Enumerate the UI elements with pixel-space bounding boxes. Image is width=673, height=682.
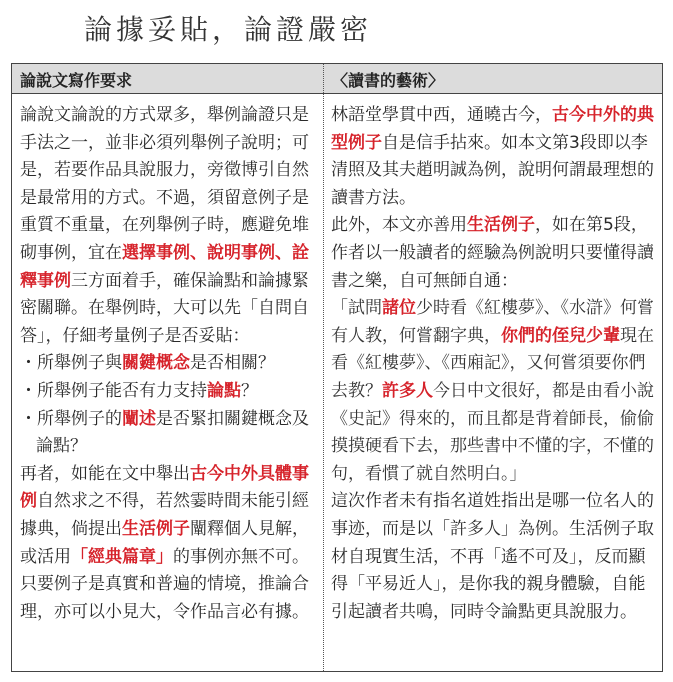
column-divider (323, 64, 324, 671)
left-column-body (20, 102, 316, 626)
highlight-term: 關鍵概念 (122, 353, 190, 374)
highlight-term: 生活例子 (467, 215, 535, 236)
highlight-term: 論點 (207, 380, 241, 401)
right-paragraph-2: 此外，本文亦善用生活例子，如在第5段，作者以一般讀者的經驗為例說明只要懂得讀書之樂，自可無師自通： (331, 215, 654, 291)
highlight-term: 說明事例 (207, 242, 275, 263)
list-item: ・所舉例子能否有力支持論點？ (20, 380, 258, 401)
table-header-row (12, 64, 662, 94)
quoted-passage: 「試問諸位少時看《紅樓夢》、《水滸》何嘗有人教，何嘗翻字典，你們的侄兒少輩現在看《紅樓夢》、《西廂記》，又何嘗須要你們去教？許多人今日中文很好，都是由看小說《史記》得來的，而且都是背着師長，偷偷摸摸硬看下去，那些書中不懂的字，不懂的句，看慣了就自然明白。」 (331, 298, 654, 484)
left-paragraph-2: 再者，如能在文中舉出古今中外具體事例自然求之不得，若然霎時間未能引經據典，倘提出生活例子闡釋個人見解，或活用「經典篇章」的事例亦無不可。只要例子是真實和普遍的情境，推論合理，亦可以小見大，令作品言必有據。 (20, 463, 309, 622)
highlight-term: 古今中外具體事例 (20, 463, 309, 512)
highlight-term: 選擇事例 (122, 242, 190, 263)
highlight-term: 許多人 (382, 380, 433, 401)
highlight-term: 「經典篇章」 (71, 546, 173, 567)
page-title: 論據妥貼，論證嚴密 (84, 13, 373, 46)
highlight-term: 生活例子 (122, 518, 190, 539)
right-column-body (331, 102, 655, 626)
list-item: ・所舉例子與關鍵概念是否相關？ (20, 353, 275, 374)
right-paragraph-1: 林語堂學貫中西，通曉古今，古今中外的典型例子自是信手拈來。如本文第3段即以李清照及其夫趙明誠為例，說明何謂最理想的讀書方法。 (331, 105, 654, 208)
comparison-table (11, 63, 663, 672)
right-column-header: 〈讀書的藝術〉 (332, 71, 445, 90)
highlight-term: 闡述 (122, 408, 156, 429)
left-column-header: 論說文寫作要求 (20, 71, 133, 90)
highlight-term: 詮釋事例 (20, 242, 309, 291)
list-item: ・所舉例子的闡述是否緊扣關鍵概念及論點？ (20, 408, 309, 457)
highlight-term: 諸位 (382, 298, 416, 319)
highlight-term: 古今中外的典型例子 (331, 105, 654, 153)
highlight-term: 你們的侄兒少輩 (501, 325, 620, 346)
left-paragraph-1: 論說文論說的方式眾多，舉例論證只是手法之一，並非必須列舉例子說明；可是，若要作品具說服力，旁徵博引自然是最常用的方式。不過，須留意例子是重質不重量，在列舉例子時，應避免堆砌事例，宜在選擇事例、說明事例、詮釋事例三方面着手，確保論點和論據緊密關聯。在舉例時，大可以先「自問自答」，仔細考量例子是否妥貼： (20, 105, 309, 346)
right-paragraph-3: 這次作者未有指名道姓指出是哪一位名人的事迹，而是以「許多人」為例。生活例子取材自現實生活，不再「遙不可及」，反而顯得「平易近人」，是你我的親身體驗，自能引起讀者共鳴，同時令論點更具說服力。 (331, 491, 654, 622)
